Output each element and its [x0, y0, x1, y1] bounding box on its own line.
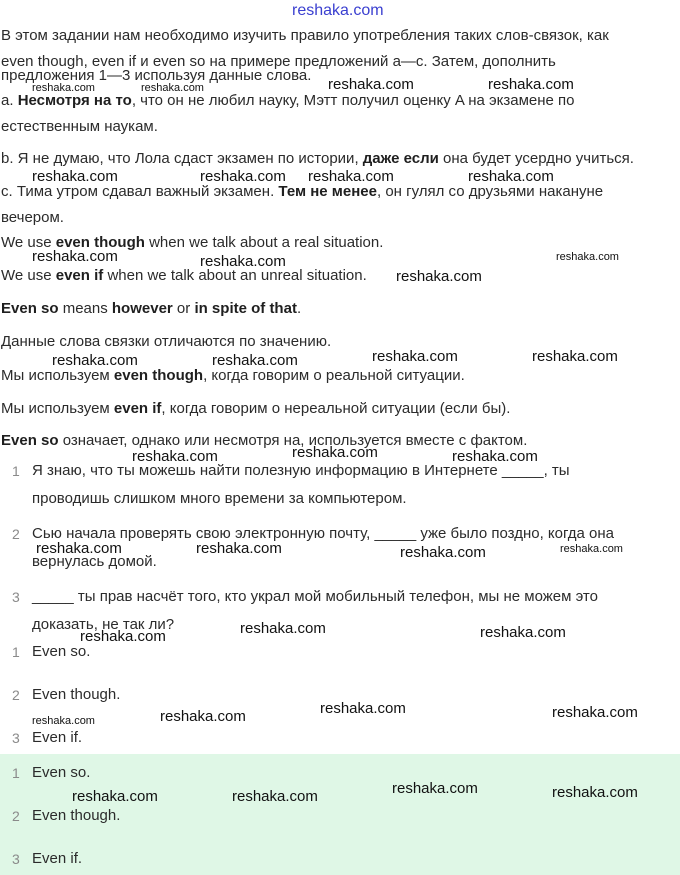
intro-line-1: В этом задании нам необходимо изучить правило употребления таких слов-связок, как	[1, 27, 609, 44]
example-b: b. Я не думаю, что Лола сдаст экзамен по истории, даже если она будет усердно учиться.	[1, 150, 634, 167]
watermark: reshaka.com	[141, 82, 204, 94]
example-c: c. Тима утром сдавал важный экзамен. Тем не менее, он гулял со друзьями накануне	[1, 183, 604, 200]
rule-even-if-ru: Мы используем even if, когда говорим о нереальной ситуации (если бы).	[1, 400, 511, 417]
watermark: reshaka.com	[480, 624, 566, 641]
question-1-number: 1	[12, 463, 20, 479]
watermark: reshaka.com	[196, 540, 282, 557]
question-3-number: 3	[12, 589, 20, 605]
watermark: reshaka.com	[200, 168, 286, 185]
watermark: reshaka.com	[328, 76, 414, 93]
watermark: reshaka.com	[400, 544, 486, 561]
watermark: reshaka.com	[392, 780, 478, 797]
watermark: reshaka.com	[552, 704, 638, 721]
hl-answer-3-text: Even if.	[32, 850, 83, 867]
watermark: reshaka.com	[240, 620, 326, 637]
rule-even-though-en: We use even though when we talk about a real situation.	[1, 234, 384, 251]
watermark: reshaka.com	[160, 708, 246, 725]
watermark: reshaka.com	[556, 251, 619, 263]
watermark: reshaka.com	[32, 248, 118, 265]
watermark: reshaka.com	[552, 784, 638, 801]
question-2-line-1: Сью начала проверять свою электронную почту, _____ уже было поздно, когда она	[32, 525, 615, 542]
example-c-cont: вечером.	[1, 209, 64, 226]
watermark: reshaka.com	[320, 700, 406, 717]
watermark: reshaka.com	[132, 448, 218, 465]
hl-answer-2-text: Even though.	[32, 807, 121, 824]
answer-2-text: Even though.	[32, 686, 121, 703]
intro-line-3-partial: предложения 1—3 используя данные слова.	[1, 67, 312, 84]
answer-3-text: Even if.	[32, 729, 83, 746]
rule-even-though-ru: Мы используем even though, когда говорим о реальной ситуации.	[1, 367, 465, 384]
watermark: reshaka.com	[72, 788, 158, 805]
hl-answer-2-number: 2	[12, 808, 20, 824]
rule-even-so-en: Even so means however or in spite of that.	[1, 300, 302, 317]
question-3-line-2: доказать, не так ли?	[32, 616, 175, 633]
watermark: reshaka.com	[32, 82, 95, 94]
example-a: a. Несмотря на то, что он не любил науку, Мэтт получил оценку A на экзамене по	[1, 92, 575, 109]
intro-line-2: even though, even if и even so на примере предложений a—c. Затем, дополнить	[1, 53, 556, 70]
question-1-line-1: Я знаю, что ты можешь найти полезную информацию в Интернете _____, ты	[32, 462, 570, 479]
watermark: reshaka.com	[396, 268, 482, 285]
answer-1-number: 1	[12, 644, 20, 660]
watermark-top: reshaka.com	[292, 2, 384, 19]
watermark: reshaka.com	[36, 540, 122, 557]
question-3-line-1: _____ ты прав насчёт того, кто украл мой мобильный телефон, мы не можем это	[32, 588, 598, 605]
hl-answer-1-number: 1	[12, 765, 20, 781]
watermark: reshaka.com	[488, 76, 574, 93]
question-2-line-2: вернулась домой.	[32, 553, 157, 570]
watermark: reshaka.com	[32, 715, 95, 727]
question-2-number: 2	[12, 526, 20, 542]
rule-even-if-en: We use even if when we talk about an unreal situation.	[1, 267, 367, 284]
watermark: reshaka.com	[200, 253, 286, 270]
watermark: reshaka.com	[308, 168, 394, 185]
watermark: reshaka.com	[52, 352, 138, 369]
example-a-cont: естественным наукам.	[1, 118, 158, 135]
watermark: reshaka.com	[232, 788, 318, 805]
question-1-line-2: проводишь слишком много времени за компьютером.	[32, 490, 407, 507]
rule-even-so-ru: Even so означает, однако или несмотря на, используется вместе с фактом.	[1, 432, 528, 449]
watermark: reshaka.com	[452, 448, 538, 465]
hl-answer-3-number: 3	[12, 851, 20, 867]
watermark: reshaka.com	[560, 543, 623, 555]
watermark: reshaka.com	[292, 444, 378, 461]
watermark: reshaka.com	[212, 352, 298, 369]
watermark: reshaka.com	[532, 348, 618, 365]
answer-2-number: 2	[12, 687, 20, 703]
rules-ru-intro: Данные слова связки отличаются по значению.	[1, 333, 332, 350]
answer-3-number: 3	[12, 730, 20, 746]
watermark: reshaka.com	[32, 168, 118, 185]
watermark: reshaka.com	[372, 348, 458, 365]
answer-1-text: Even so.	[32, 643, 91, 660]
hl-answer-1-text: Even so.	[32, 764, 91, 781]
watermark: reshaka.com	[80, 628, 166, 645]
watermark: reshaka.com	[468, 168, 554, 185]
